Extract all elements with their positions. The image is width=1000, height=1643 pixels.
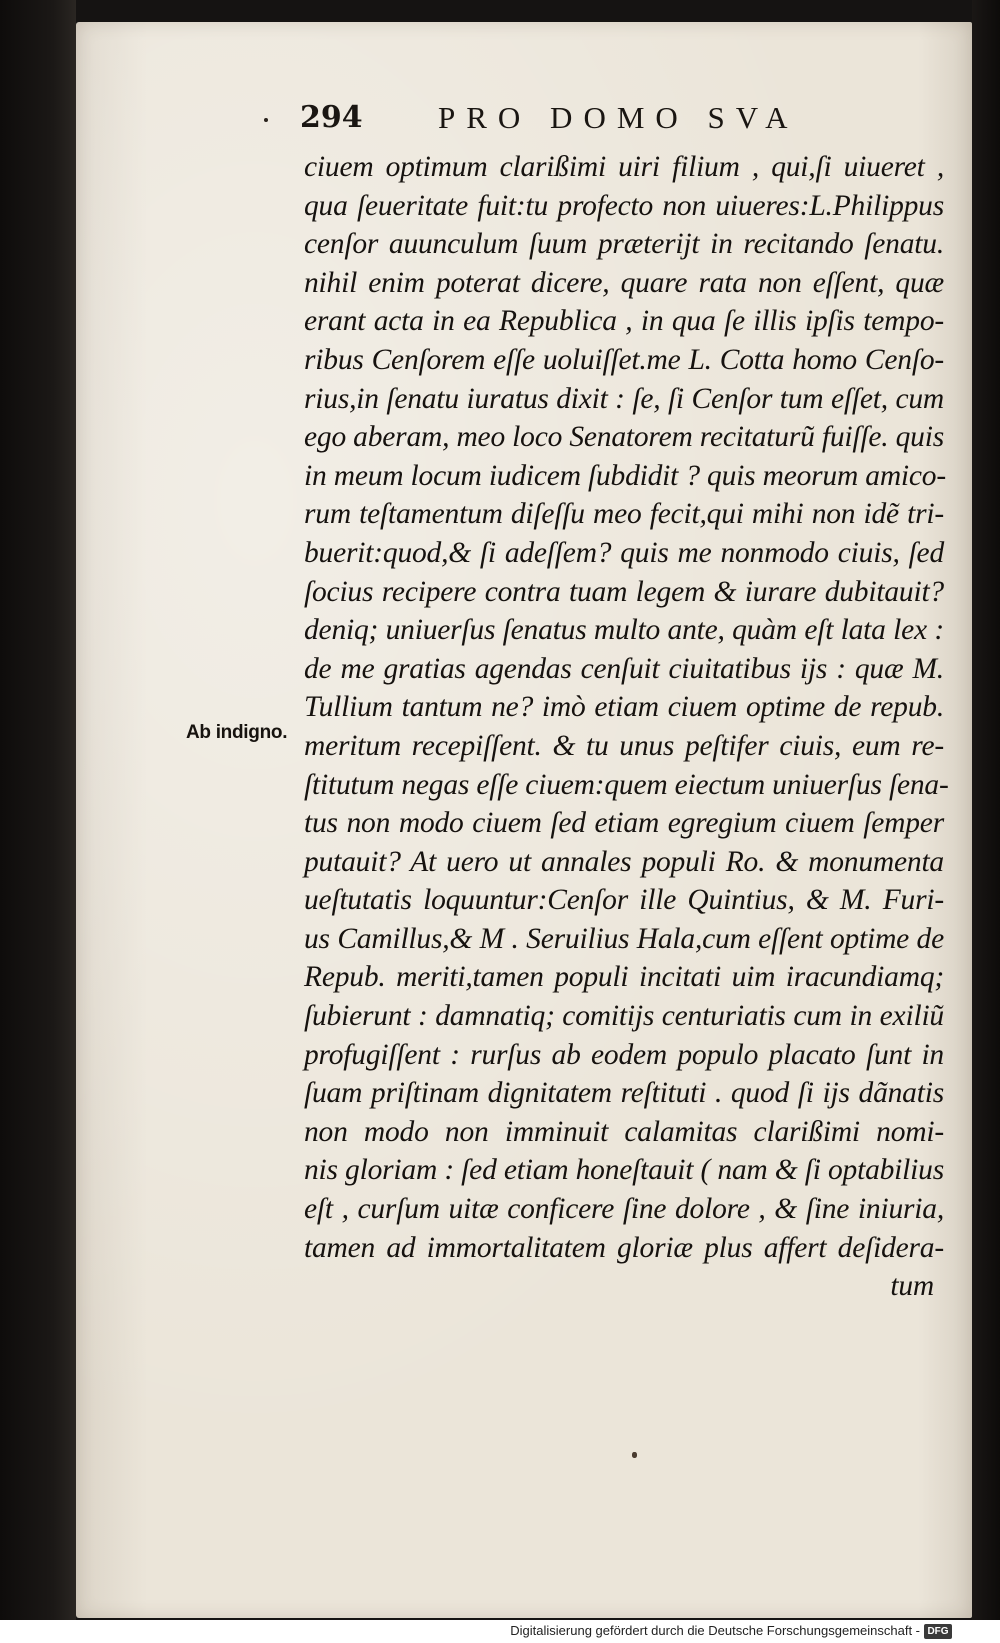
text-line: de me gratias agendas cenſuit ciuitatibus ijs : quæ M. <box>304 652 944 685</box>
text-line: ſocius recipere contra tuam legem & iurare dubitauit? <box>304 575 944 608</box>
text-line: ſtitutum negas eſſe ciuem:quem eiectum uniuerſus ſena- <box>304 768 949 801</box>
text-line: nihil enim poterat dicere, quare rata non eſſent, quæ <box>304 266 944 299</box>
text-line: ſubierunt : damnatiq; comitijs centuriatis cum in exiliũ <box>304 1000 944 1033</box>
book-edge <box>972 0 1000 1620</box>
page-header <box>300 100 940 144</box>
marginal-note: Ab indigno. <box>186 722 288 743</box>
body-text <box>304 148 949 1306</box>
text-line: ego aberam, meo loco Senatorem recitaturũ fuiſſe. quis <box>304 421 945 454</box>
text-line: ſuam priſtinam dignitatem reſtituti . quod ſi ijs dãnatis <box>304 1077 944 1110</box>
text-line: meritum recepiſſent. & tu unus peſtifer ciuis, eum re- <box>304 729 944 762</box>
page-number: 294 <box>300 100 363 135</box>
text-line: Repub. meriti,tamen populi incitati uim iracundiamq; <box>304 961 944 994</box>
text-line: ciuem optimum clarißimi uiri filium , qui,ſi uiueret , <box>304 151 944 183</box>
text-line: nis gloriam : ſed etiam honeſtauit ( nam & ſi optabilius <box>304 1154 944 1187</box>
text-line: rius,in ſenatu iuratus dixit : ſe, ſi Cenſor tum eſſet, cum <box>304 382 944 415</box>
page-mark <box>632 1452 637 1458</box>
text-line: in meum locum iudicem ſubdidit ? quis meorum amico- <box>304 459 946 492</box>
text-line: tamen ad immortalitatem gloriæ plus affert deſidera- <box>304 1231 944 1264</box>
text-line: ueſtutatis loquuntur:Cenſor ille Quintius, & M. Furi- <box>304 884 944 917</box>
book-gutter-shadow <box>0 0 76 1620</box>
text-line: putauit? At uero ut annales populi Ro. & monumenta <box>304 845 944 878</box>
text-line: us Camillus,& M . Seruilius Hala,cum eſſent optime de <box>304 922 944 955</box>
text-line: cenſor auunculum ſuum præterijt in recitando ſenatu. <box>304 228 944 261</box>
text-line: qua ſeueritate fuit:tu profecto non uiueres:L.Philippus <box>304 189 944 222</box>
footer-bar <box>0 1620 1000 1643</box>
header-mark <box>264 118 268 122</box>
text-line: deniq; uniuerſus ſenatus multo ante, quàm eſt lata lex : <box>304 614 944 647</box>
text-line: rum teſtamentum diſeſſu meo fecit,qui mihi non idẽ tri- <box>304 498 944 531</box>
text-line: erant acta in ea Republica , in qua ſe illis ipſis tempo- <box>304 305 944 338</box>
text-line: Tullium tantum ne? imò etiam ciuem optime de repub. <box>304 691 944 724</box>
text-line: eſt , curſum uitæ conficere ſine dolore , & ſine iniuria, <box>304 1193 944 1226</box>
text-line: ribus Cenſorem eſſe uoluiſſet.me L. Cotta homo Cenſo- <box>304 343 944 376</box>
text-line: non modo non imminuit calamitas clarißimi nomi- <box>304 1115 944 1148</box>
catchword: tum <box>890 1270 934 1303</box>
running-title: PRO DOMO SVA <box>438 100 799 135</box>
text-line: tus non modo ciuem ſed etiam egregium ciuem ſemper <box>304 807 944 840</box>
text-line: buerit:quod,& ſi adeſſem? quis me nonmodo ciuis, ſed <box>304 536 944 569</box>
text-line: profugiſſent : rurſus ab eodem populo placato ſunt in <box>304 1038 944 1071</box>
dfg-logo: DFG <box>924 1624 952 1639</box>
funding-credit: Digitalisierung gefördert durch die Deutsche Forschungsgemeinschaft - <box>510 1623 920 1638</box>
